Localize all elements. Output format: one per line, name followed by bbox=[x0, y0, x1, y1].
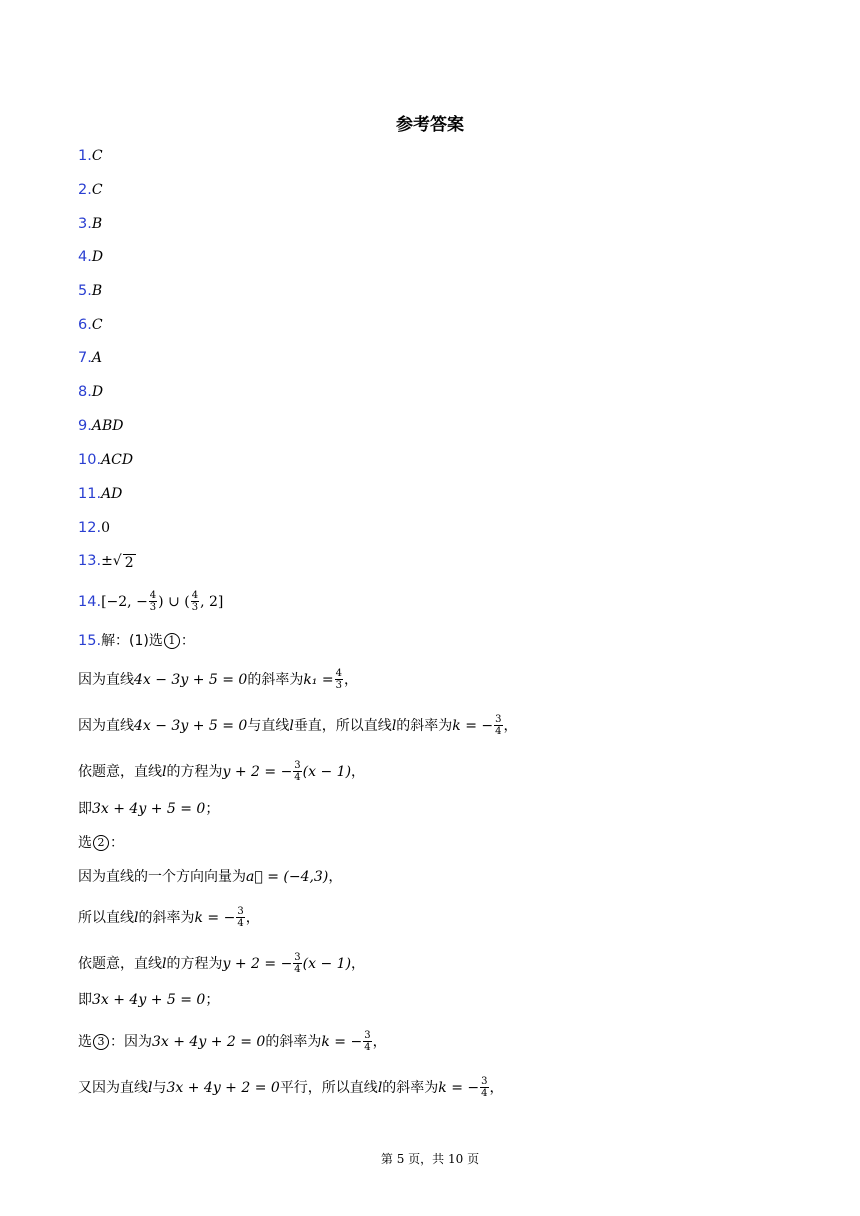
answer-1 bbox=[78, 146, 103, 166]
answer-12 bbox=[78, 518, 110, 538]
fraction: $\frac{3}{4}$ bbox=[294, 760, 301, 783]
answer-15: 15. 解：(1)选 1 ： bbox=[78, 633, 195, 649]
answer-text: 解：(1)选 bbox=[101, 633, 163, 649]
solution-line-11: 又因为直线 l 与 3x + 4y + 2 = 0 平行，所以直线 l 的斜率为 k = − $\frac{3}{4}$ ， bbox=[78, 1076, 504, 1099]
solution-line-10: 选 3 ：因为 3x + 4y + 2 = 0 的斜率为 k = − $\frac{3}{4}$ ， bbox=[78, 1030, 387, 1053]
q-num: 11. bbox=[78, 486, 102, 502]
fraction: $\frac{3}{4}$ bbox=[294, 952, 301, 975]
fraction: $\frac{4}{3}$ bbox=[335, 668, 342, 691]
answer-text: ACD bbox=[101, 452, 134, 468]
q-num: 13. bbox=[78, 553, 102, 569]
answer-text: B bbox=[91, 283, 103, 299]
answer-2 bbox=[78, 180, 103, 200]
q-num: 10. bbox=[78, 452, 102, 468]
solution-line-9: 即 3x + 4y + 5 = 0 ； bbox=[78, 992, 220, 1008]
answer-text: C bbox=[91, 148, 103, 164]
q-num: 1. bbox=[78, 148, 92, 164]
answer-3 bbox=[78, 214, 102, 234]
answer-text: C bbox=[91, 317, 103, 333]
answer-text: A bbox=[91, 350, 102, 366]
q-num: 3. bbox=[78, 216, 92, 232]
q-num: 4. bbox=[78, 249, 92, 265]
q-num: 2. bbox=[78, 182, 92, 198]
answer-5 bbox=[78, 281, 102, 301]
q-num: 14. bbox=[78, 593, 102, 610]
q-num: 15. bbox=[78, 633, 102, 649]
fraction: $\frac{3}{4}$ bbox=[237, 906, 244, 929]
answer-text: C bbox=[91, 182, 103, 198]
answer-11 bbox=[78, 484, 122, 504]
q-num: 9. bbox=[78, 418, 92, 434]
solution-line-2: 因为直线 4x − 3y + 5 = 0 与直线 l 垂直，所以直线 l 的斜率为 k = − $\frac{3}{4}$ ， bbox=[78, 714, 518, 737]
solution-line-3: 依题意，直线 l 的方程为 y + 2 = − $\frac{3}{4}$ (x − 1) ， bbox=[78, 760, 366, 783]
interval-part: ) ∪ ( bbox=[158, 593, 190, 610]
answer-7 bbox=[78, 348, 102, 368]
answer-text: D bbox=[91, 384, 104, 400]
answer-text: 0 bbox=[101, 520, 110, 536]
answer-text: AD bbox=[101, 486, 123, 502]
solution-line-4: 即 3x + 4y + 5 = 0 ； bbox=[78, 801, 220, 817]
circled-number: 1 bbox=[164, 633, 180, 649]
solution-line-6: 因为直线的一个方向向量为 a⃗ = (−4,3) ， bbox=[78, 869, 343, 885]
page-footer: 第 5 页，共 10 页 bbox=[380, 1152, 480, 1166]
fraction: $\frac{3}{4}$ bbox=[495, 714, 502, 737]
solution-line-5: 选 2 ： bbox=[78, 835, 124, 851]
answer-text: B bbox=[91, 216, 103, 232]
radicand: 2 bbox=[124, 555, 134, 571]
page-title: 参考答案 bbox=[396, 115, 464, 135]
circled-number: 3 bbox=[93, 1034, 109, 1050]
circled-number: 2 bbox=[93, 835, 109, 851]
q-num: 8. bbox=[78, 384, 92, 400]
answer-9 bbox=[78, 416, 123, 436]
answer-4 bbox=[78, 247, 103, 267]
interval-part: , 2] bbox=[200, 593, 224, 610]
solution-line-7: 所以直线 l 的斜率为 k = − $\frac{3}{4}$ ， bbox=[78, 906, 260, 929]
answer-text: D bbox=[91, 249, 104, 265]
q-num: 7. bbox=[78, 350, 92, 366]
answer-text: ABD bbox=[91, 418, 124, 434]
solution-line-8: 依题意，直线 l 的方程为 y + 2 = − $\frac{3}{4}$ (x − 1) ， bbox=[78, 952, 366, 975]
q-num: 5. bbox=[78, 283, 92, 299]
interval-part: [−2, − bbox=[101, 593, 148, 610]
q-num: 12. bbox=[78, 520, 102, 536]
fraction: $\frac{4}{3}$ bbox=[149, 590, 157, 613]
fraction: $\frac{3}{4}$ bbox=[364, 1030, 371, 1053]
answer-8 bbox=[78, 382, 103, 402]
answer-10 bbox=[78, 450, 133, 470]
answer-text: ± bbox=[101, 553, 113, 569]
answer-14 bbox=[78, 590, 223, 613]
fraction: $\frac{3}{4}$ bbox=[481, 1076, 488, 1099]
sqrt-expression: √ 2 bbox=[112, 553, 134, 571]
answer-6 bbox=[78, 315, 103, 335]
solution-line-1: 因为直线 4x − 3y + 5 = 0 的斜率为 k₁ = $\frac{4}{3}$ ， bbox=[78, 668, 358, 691]
answer-13 bbox=[78, 551, 136, 571]
q-num: 6. bbox=[78, 317, 92, 333]
fraction: $\frac{4}{3}$ bbox=[191, 590, 199, 613]
